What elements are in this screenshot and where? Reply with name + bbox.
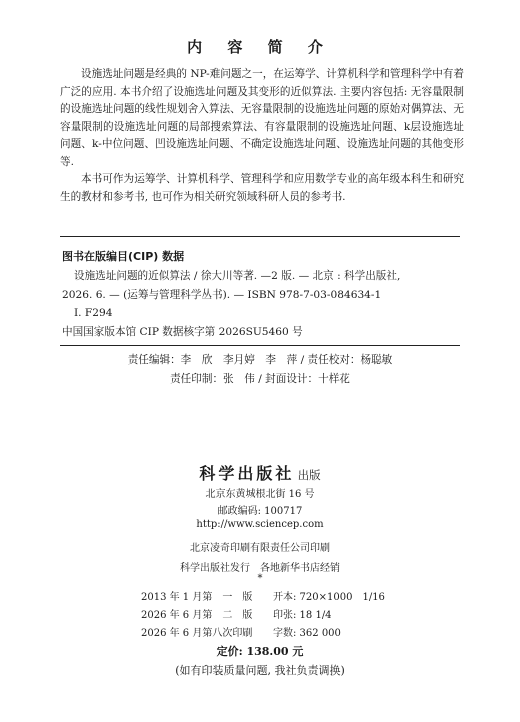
edition-spec: 开本: 720×1000 1/16 [273,592,385,603]
staff-line-production: 责任印制：张 伟 / 封面设计：十样花 [170,373,350,385]
publisher-suffix: 出版 [297,468,321,482]
summary-paragraph-2: 本书可作为运筹学、计算机科学、管理科学和应用数学专业的高年级本科生和研究生的教材和参考书, 也可作为相关研究领域科研人员的参考书. [60,173,464,203]
edition-date: 2026 年 6 月第 二 版 [141,610,253,621]
edition-row [141,588,385,603]
cip-line-record-number: 中国国家版本馆 CIP 数据核字第 2026SU5460 号 [62,325,303,338]
printer-line: 北京凌奇印刷有限责任公司印刷 [190,543,330,554]
publisher-url: http://www.sciencep.com [196,519,324,530]
distributor-line: 科学出版社发行 各地新华书店经销 [180,563,340,574]
divider-middle [60,345,460,346]
cip-line-series-isbn: 2026. 6. — (运筹与管理科学丛书). — ISBN 978-7-03-084634-1 [62,288,382,301]
publisher-address: 北京东黄城根北街 16 号 [205,489,315,500]
cip-line-classification: Ⅰ. F294 [74,307,113,319]
summary-paragraph-1: 设施选址问题是经典的 NP-难问题之一，在运筹学、计算机科学和管理科学中有着广泛的应用. 本书介绍了设施选址问题及其变形的近似算法. 主要内容包括: 无容量限制的设施选址问题的线性规划舍入算法、无容量限制的设施选址问题的原始对偶算法、无容量限制的设施选址问题的局部搜索算法、有容量限制的设施选址问题、k层设施选址问题、k-中位问题、凹设施选址问题、不确定设施选址问题、设施选址问题的其他变形等. [60,68,464,168]
divider-top [60,236,460,237]
summary-section [60,66,464,206]
quality-notice: (如有印装质量问题, 我社负责调换) [175,664,345,677]
page-title: 内 容 简 介 [187,38,333,56]
cip-heading: 图书在版编目(CIP) 数据 [62,250,185,263]
edition-date: 2026 年 6 月第八次印刷 [141,628,253,639]
price-label: 定价: 138.00 元 [216,645,304,658]
staff-line-editors: 责任编辑：李 欣 李月婷 李 萍 / 责任校对：杨聪敏 [127,354,393,366]
cip-record [62,267,460,341]
publisher-logo-text: 科学出版社 [199,464,295,483]
edition-row [141,606,332,621]
publisher-line [0,461,520,484]
edition-date: 2013 年 1 月第 一 版 [141,592,253,603]
cip-line-title: 设施选址问题的近似算法 / 徐大川等著. —2 版. — 北京 : 科学出版社, [74,270,401,282]
edition-spec: 字数: 362 000 [273,628,341,639]
publisher-postcode: 邮政编码: 100717 [217,506,303,517]
edition-row [141,624,341,639]
edition-spec: 印张: 18 1/4 [273,610,332,621]
separator-star: * [257,573,263,584]
